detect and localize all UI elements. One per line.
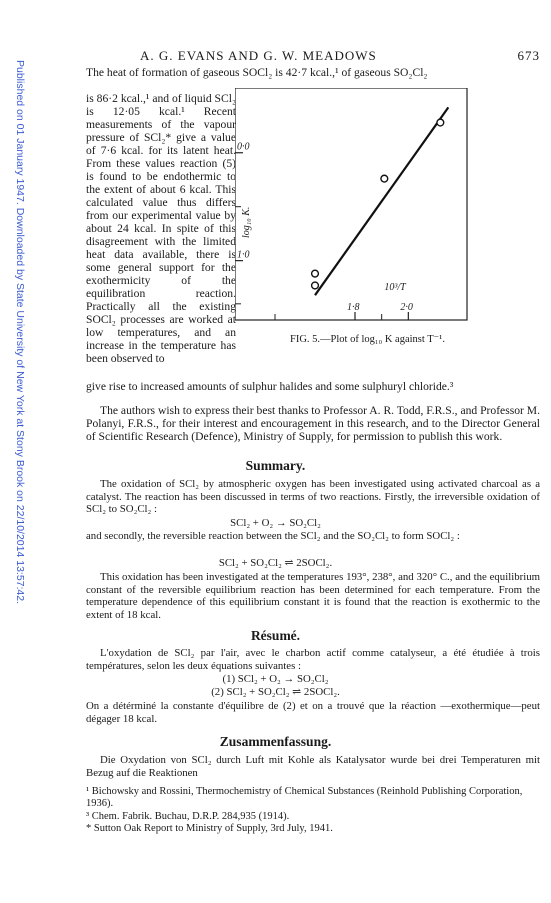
- footnote-3: * Sutton Oak Report to Ministry of Supply, 3rd July, 1941.: [86, 823, 333, 834]
- figure-caption: FIG. 5.—Plot of log₁₀ K against T⁻¹.: [290, 334, 445, 345]
- resume-heading: Résumé.: [250, 628, 301, 643]
- resume-equation-2: (2) SCl₂ + SO₂Cl₂ ⇌ 2SOCl₂.: [211, 686, 340, 698]
- summary-equation-1: SCl₂ + O₂ → SO₂Cl₂: [230, 517, 321, 529]
- summary-paragraph-3: This oxidation has been investigated at the temperatures 193°, 238°, and 320° C., and the equilibrium constant of the reversible equilibrium reaction has been determined for each temperature. From the temperature dependence of this equilibrium constant it is found that the reaction is exothermic to the extent of 18 kcal.: [86, 571, 540, 621]
- figure-5: [235, 88, 480, 370]
- zusammenfassung-paragraph-1: Die Oxydation von SCl₂ durch Luft mit Kohle als Katalysator wurde bei drei Temperaturen mit Bezug auf die Reaktionen: [86, 754, 540, 779]
- summary-heading: Summary.: [245, 458, 306, 473]
- resume-paragraph-2: On a détérminé la constante d'équilibre de (2) et on a trouvé que la réaction —exothermique—peut dégager 18 kcal.: [86, 700, 540, 725]
- zusammenfassung-heading: Zusammenfassung.: [219, 734, 332, 749]
- intro-wrapped-paragraph: is 86·2 kcal.,¹ and of liquid SCl₂ is 12·05 kcal.¹ Recent measurements of the vapour pressure of SCl₂* give a value of 7·6 kcal. for its latent heat. From these values reaction (5) is found to be endothermic to the extent of about 6 kcal. This calculated value thus differs from our experimental value by about 24 kcal. In spite of this disagreement with the limited heat data available, there is some general support for the exothermicity of the equilibration reaction. Practically all the existing SOCl₂ processes are worked at low temperatures, and an increase in the temperature has been observed to: [86, 92, 236, 365]
- download-notice-text: Published on 01 January 1947. Downloaded by State University of New York at Stony Brook on 22/10/2014 13:57:42.: [14, 60, 26, 605]
- plot-log-k-vs-inverse-t: [235, 88, 480, 370]
- data-point: [381, 175, 388, 182]
- footnote-2: ³ Chem. Fabrik. Buchau, D.R.P. 284,935 (1914).: [86, 811, 290, 822]
- footnote-1: ¹ Bichowsky and Rossini, Thermochemistry of Chemical Substances (Reinhold Publishing Corporation, 1936).: [86, 786, 523, 809]
- data-point: [312, 282, 319, 289]
- summary-paragraph-1: The oxidation of SCl₂ by atmospheric oxygen has been investigated using activated charcoal as a catalyst. The reaction has been discussed in terms of two reactions. Firstly, the irreversible oxidation of SCl₂ to SO₂Cl₂ :: [86, 478, 540, 515]
- summary-paragraph-2: and secondly, the reversible reaction between the SCl₂ and the SO₂Cl₂ to form SOCl₂ :: [86, 530, 460, 542]
- resume-paragraph-1: L'oxydation de SCl₂ par l'air, avec le charbon actif comme catalyseur, a été étudiée à trois températures, selon les deux équations suivantes :: [86, 647, 540, 672]
- x-tick-label: 1·8: [347, 302, 360, 313]
- running-head-title: A. G. EVANS AND G. W. MEADOWS: [140, 48, 377, 63]
- intro-tail: give rise to increased amounts of sulphur halides and some sulphuryl chloride.³: [86, 380, 454, 393]
- y-tick-label: 0·0: [237, 141, 250, 153]
- intro-first-line: The heat of formation of gaseous SOCl₂ is 42·7 kcal.,¹ of gaseous SO₂Cl₂: [86, 66, 428, 79]
- x-axis-label: 10³/T: [384, 282, 406, 293]
- acknowledgement: The authors wish to express their best thanks to Professor A. R. Todd, F.R.S., and Professor M. Polanyi, F.R.S., for their interest and encouragement in this research, and to the Director General of Scientific Research (Defence), Ministry of Supply, for permission to publish this work.: [86, 404, 540, 443]
- summary-equation-2: SCl₂ + SO₂Cl₂ ⇌ 2SOCl₂.: [218, 557, 333, 569]
- y-tick-label: 1·0: [237, 249, 250, 261]
- data-point: [312, 270, 319, 277]
- x-tick-label: 2·0: [400, 302, 413, 313]
- data-point: [437, 119, 444, 126]
- page-number: 673: [517, 48, 540, 63]
- fit-line: [315, 107, 448, 295]
- y-axis-label: log₁₀ K.: [241, 206, 252, 238]
- resume-equation-1: (1) SCl₂ + O₂ → SO₂Cl₂: [222, 673, 329, 685]
- plot-frame: [235, 88, 467, 320]
